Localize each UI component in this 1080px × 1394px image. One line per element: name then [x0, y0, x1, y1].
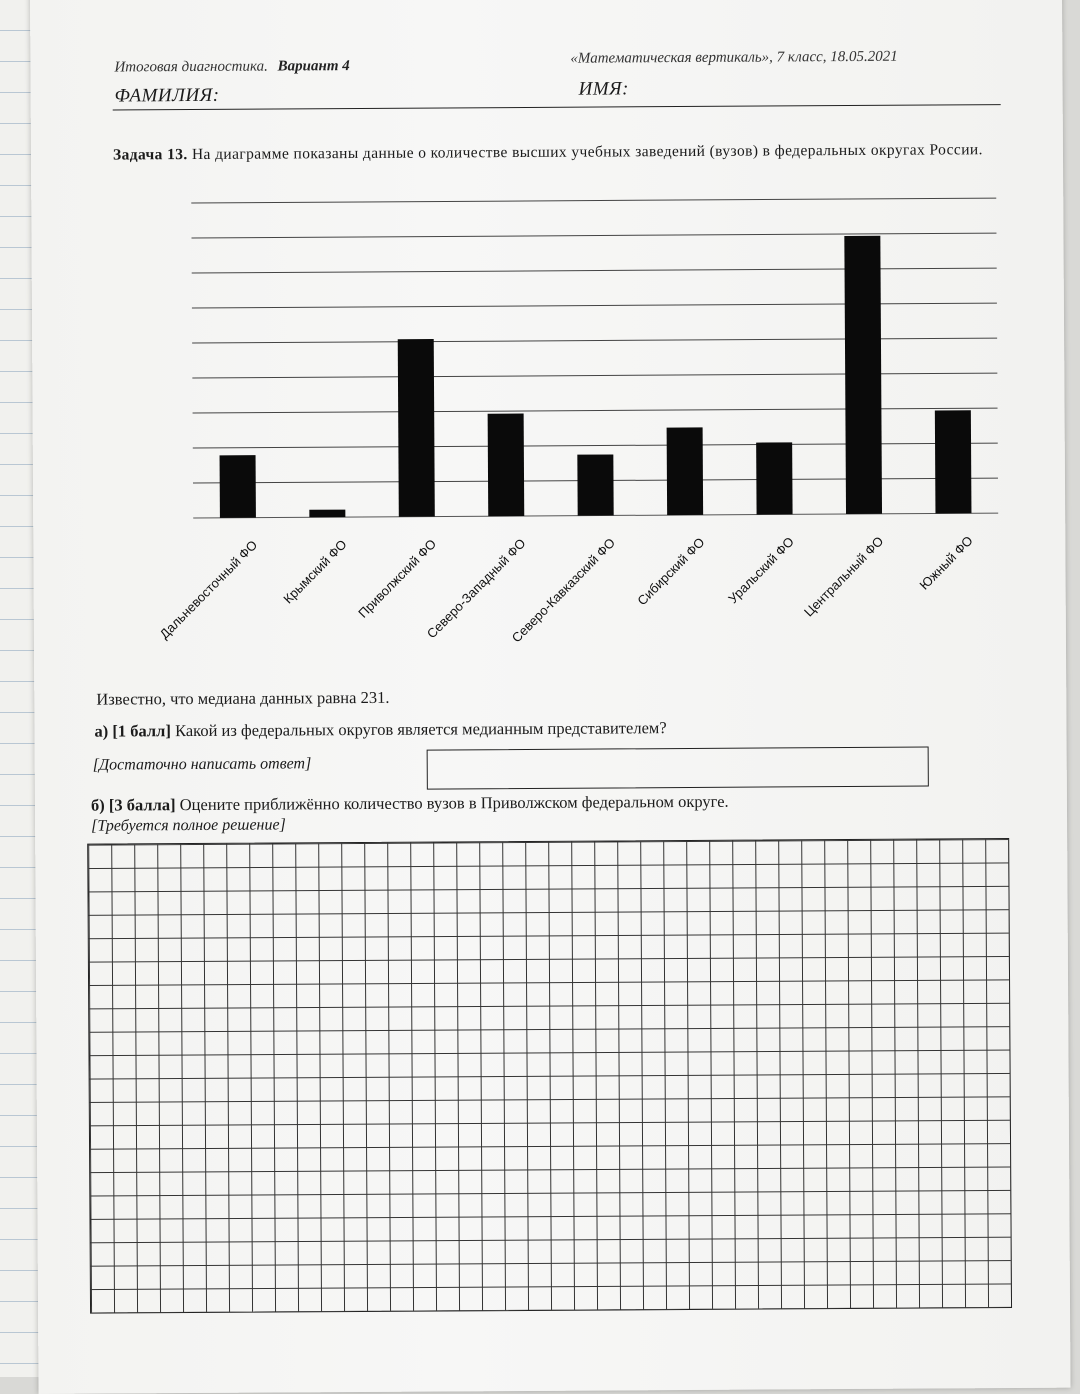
- header-variant: Вариант 4: [277, 58, 350, 75]
- question-b: [91, 792, 729, 816]
- surname-label: ФАМИЛИЯ:: [114, 84, 220, 107]
- category-label: Сибирский ФО: [634, 534, 708, 609]
- task-number: Задача 13.: [112, 146, 188, 164]
- chart-category-labels: [156, 533, 976, 648]
- answer-box[interactable]: [427, 747, 929, 790]
- question-a-hint: [Достаточно написать ответ]: [92, 755, 312, 774]
- worksheet-page: [30, 0, 1071, 1394]
- category-label: Центральный ФО: [801, 533, 887, 620]
- bar-chart: [30, 0, 1066, 694]
- category-label: Северо-Кавказский ФО: [508, 534, 619, 646]
- chart-bars: [218, 235, 971, 518]
- question-a-points: [1 балл]: [112, 721, 171, 741]
- task-text: На диаграмме показаны данные о количестве высших учебных заведений (вузов) в федеральных округах России.: [191, 141, 983, 164]
- category-label: Дальневосточный ФО: [156, 537, 261, 642]
- bar: [935, 410, 972, 513]
- bar: [667, 427, 704, 515]
- bar: [756, 442, 792, 514]
- bar: [488, 413, 525, 516]
- question-a: [94, 718, 666, 741]
- question-b-label: б): [90, 795, 105, 815]
- category-label: Крымский ФО: [280, 536, 350, 607]
- category-label: Приволжский ФО: [355, 536, 440, 621]
- category-label: Северо-Западный ФО: [423, 535, 529, 642]
- name-label: ИМЯ:: [578, 78, 630, 100]
- header-olympiad: «Математическая вертикаль», 7 класс, 18.05.2021: [570, 48, 898, 67]
- question-b-text: Оцените приближённо количество вузов в Приволжском федеральном округе.: [179, 791, 729, 815]
- header-diagnostic: Итоговая диагностика.: [114, 58, 268, 76]
- category-label: Уральский ФО: [725, 533, 797, 607]
- gridline: [191, 198, 996, 203]
- question-b-points: [3 балла]: [108, 795, 176, 815]
- solution-grid[interactable]: [87, 838, 1012, 1314]
- category-label: Южный ФО: [916, 532, 976, 593]
- question-a-label: а): [94, 721, 109, 741]
- bar: [309, 510, 345, 518]
- question-a-text: Какой из федеральных округов является медианным представителем?: [174, 718, 667, 741]
- bar: [220, 455, 256, 518]
- median-statement: Известно, что медиана данных равна 231.: [96, 687, 390, 709]
- bar: [844, 236, 882, 514]
- bar: [577, 454, 613, 515]
- bar: [398, 339, 435, 517]
- question-b-hint: [Требуется полное решение]: [91, 816, 286, 835]
